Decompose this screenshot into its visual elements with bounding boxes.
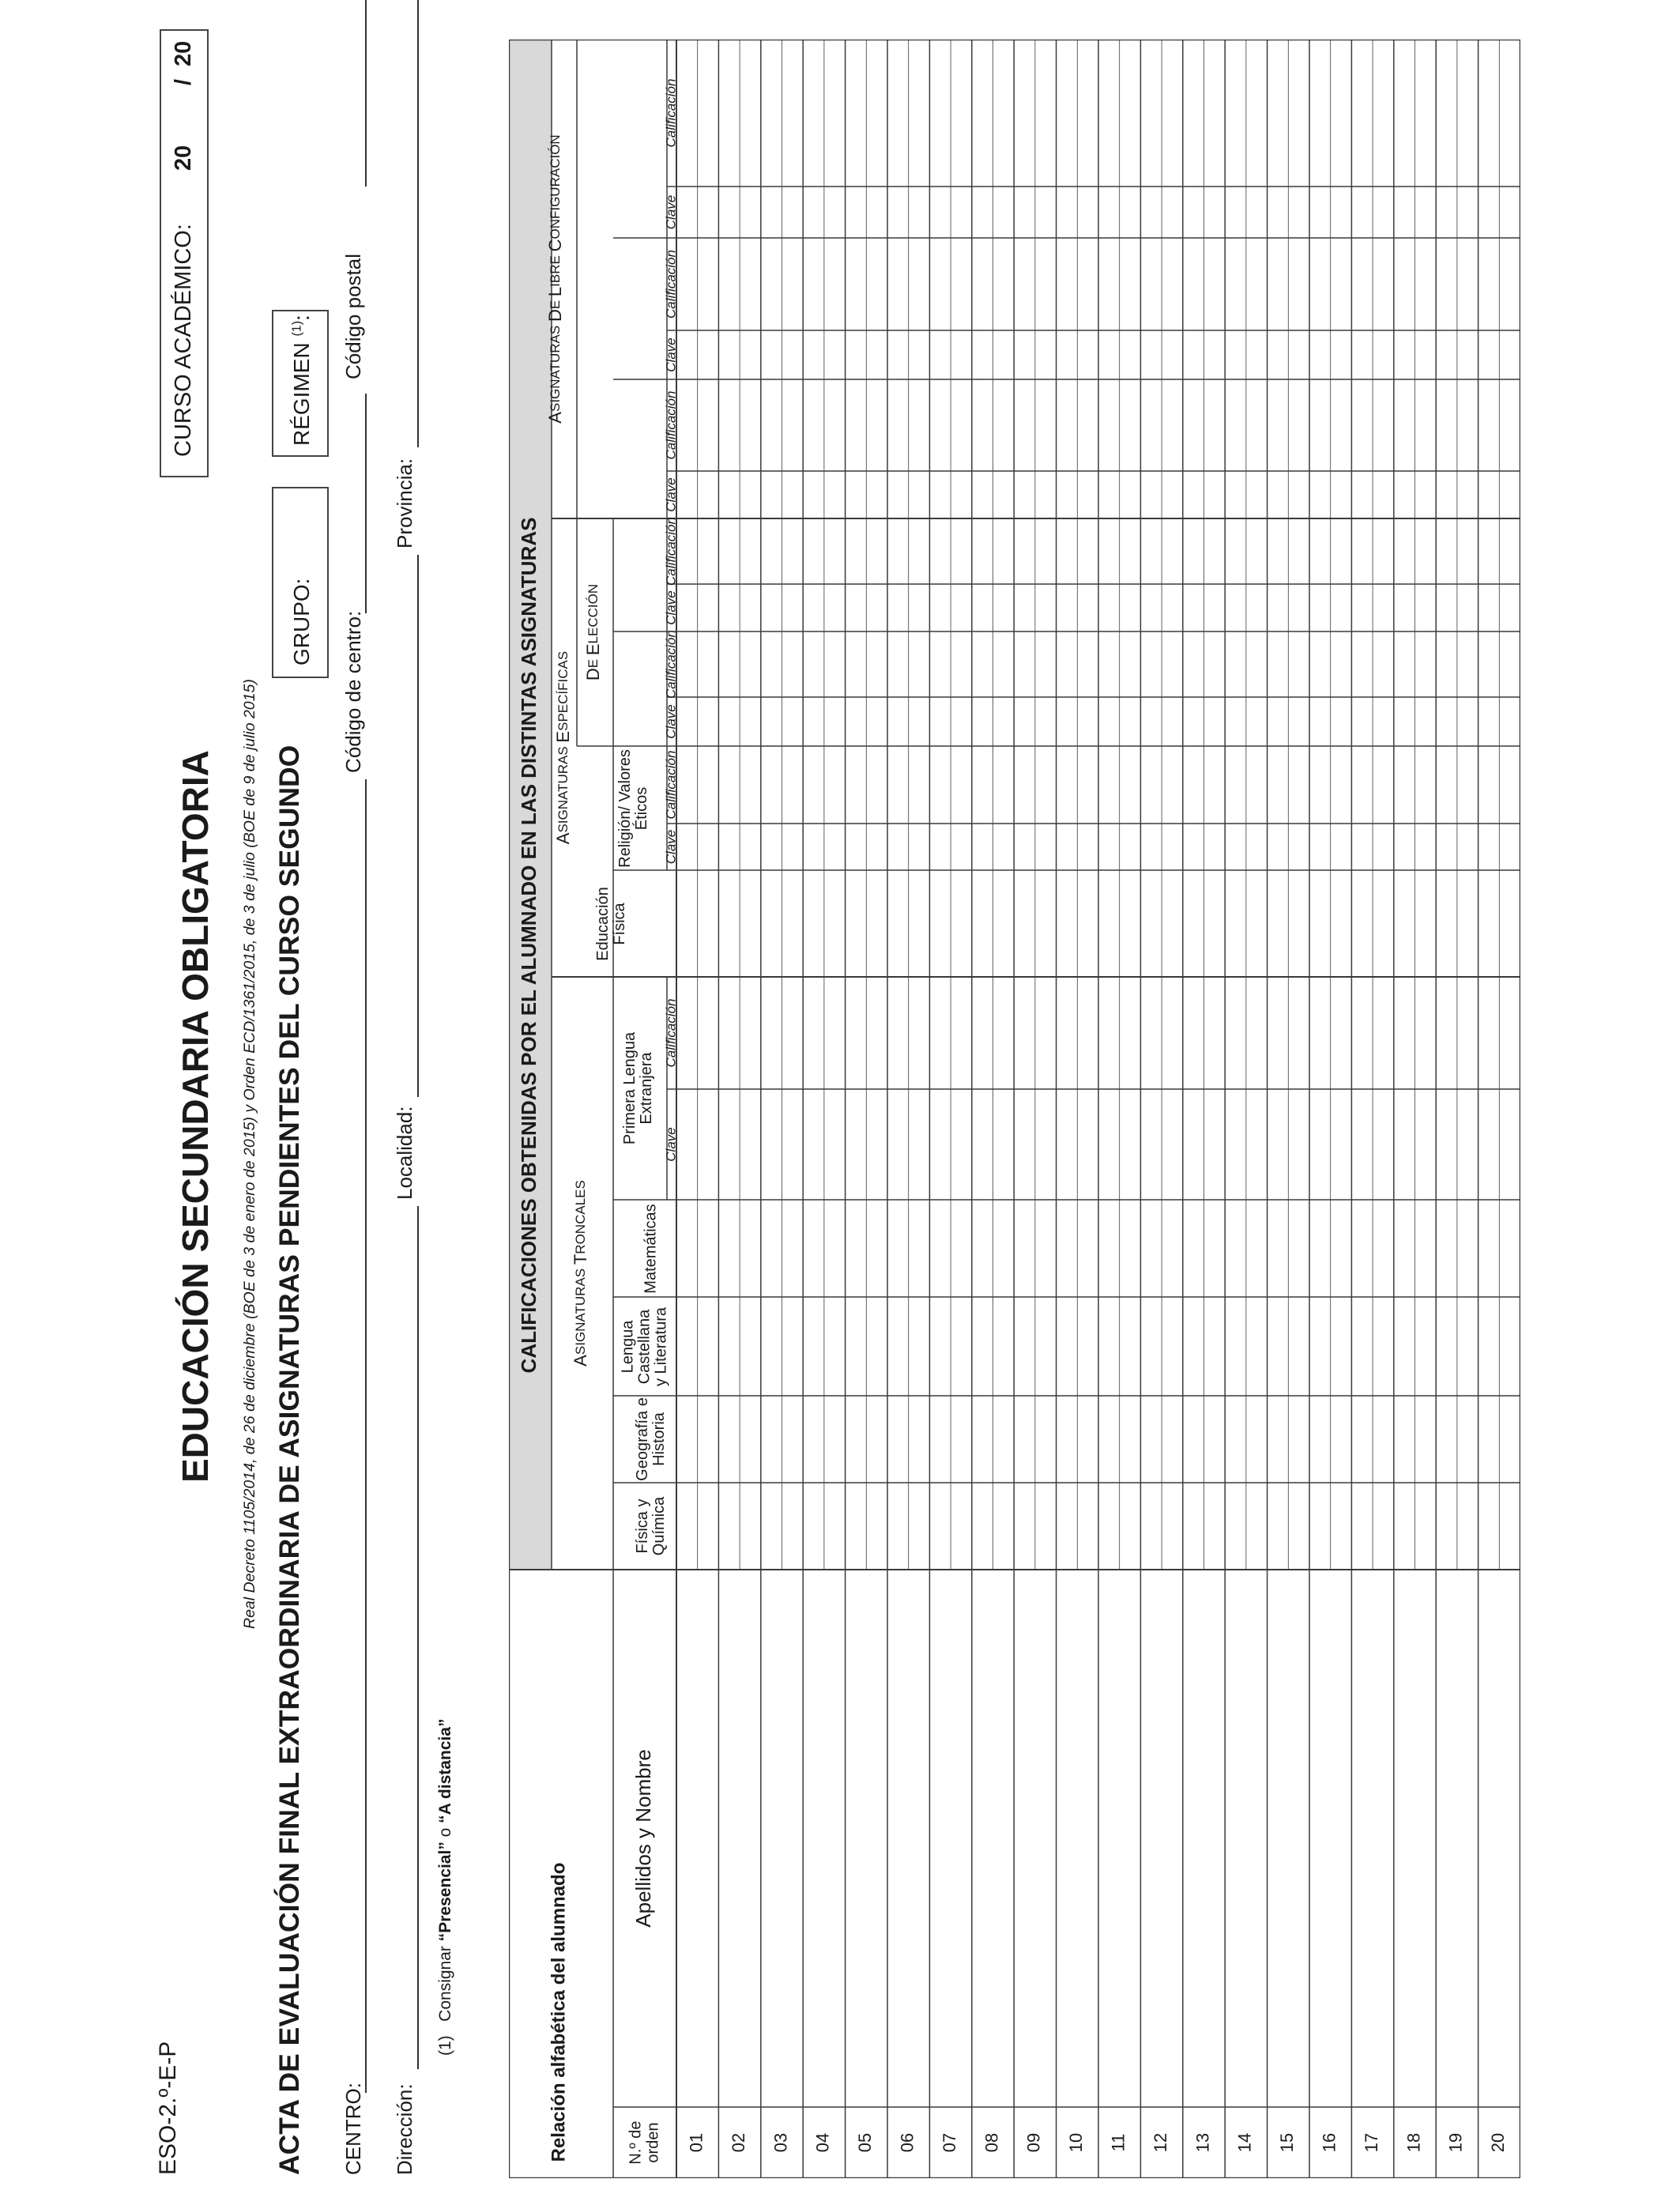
centro-field-line [365, 779, 367, 2093]
direccion-label: Dirección: [393, 2083, 416, 2175]
group-label: GRUPO: [289, 578, 314, 665]
subject-primera-lengua-line-0: Primera Lengua [620, 1031, 638, 1145]
eleccion-title: DE ELECCIÓN [582, 583, 603, 681]
row-number-11: 11 [1108, 2133, 1128, 2152]
academic-year-separator: / [171, 78, 196, 85]
provincia-label: Provincia: [393, 458, 416, 548]
row-number-12: 12 [1150, 2132, 1170, 2153]
legal-reference: Real Decreto 1105/2014, de 26 de diciembre (BOE de 3 de enero de 2015) y Orden ECD/1361/2015, de 3 de julio (BOE de 9 de julio 2015) [241, 679, 258, 1629]
group-box [272, 487, 329, 678]
subject-primera-lengua-line-1: Extranjera [637, 1052, 655, 1125]
subject-lengua-castellana-line-0: Lengua [619, 1320, 637, 1374]
row-number-17: 17 [1361, 2132, 1381, 2153]
provincia-field-line [417, 0, 419, 447]
name-header: Apellidos y Nombre [631, 1749, 655, 1928]
row-number-16: 16 [1319, 2132, 1339, 2153]
subject-educacion-fisica-line-1: Física [610, 903, 628, 945]
row-number-15: 15 [1277, 2132, 1298, 2153]
regime-box [272, 310, 329, 457]
row-number-03: 03 [770, 2132, 791, 2153]
document-title: ACTA DE EVALUACIÓN FINAL EXTRAORDINARIA DE ASIGNATURAS PENDIENTES DEL CURSO SEGUNDO [273, 745, 305, 2175]
academic-year-from: 20 [171, 145, 196, 171]
row-number-14: 14 [1234, 2132, 1255, 2153]
key-label-lc1: Clave [663, 477, 679, 512]
grade-label-lc3: Calificación [663, 78, 679, 148]
codigo-centro-label: Código de centro: [341, 610, 365, 773]
row-number-19: 19 [1445, 2132, 1466, 2153]
row-number-06: 06 [897, 2132, 917, 2153]
troncales-title: ASIGNATURAS TRONCALES [570, 1180, 590, 1367]
subject-fisica-quimica-line-1: Química [650, 1496, 668, 1556]
row-number-20: 20 [1488, 2132, 1509, 2153]
main-header-title: CALIFICACIONES OBTENIDAS POR EL ALUMNADO EN LAS DISTINTAS ASIGNATURAS [516, 517, 541, 1374]
row-number-09: 09 [1023, 2132, 1044, 2153]
grades-table [509, 40, 1520, 2178]
row-number-07: 07 [939, 2132, 959, 2153]
row-number-08: 08 [981, 2132, 1002, 2153]
especificas-title: ASIGNATURAS ESPECÍFICAS [552, 650, 573, 845]
subject-fisica-quimica-line-0: Física y [633, 1498, 651, 1554]
row-number-05: 05 [855, 2132, 876, 2153]
row-number-02: 02 [728, 2132, 748, 2153]
subject-matematicas-line-0: Matemáticas [642, 1204, 660, 1294]
direccion-field-line [417, 1206, 419, 2069]
subject-lengua-castellana-line-1: Castellana [635, 1309, 654, 1385]
grade-label-lc1: Calificación [663, 390, 679, 460]
footnote: (1) Consignar “Presencial” o “A distancia” [436, 1718, 454, 2056]
key-label-lc2: Clave [663, 337, 679, 372]
key-label-rve: Clave [663, 829, 679, 865]
codigo-postal-field-line [365, 0, 367, 187]
key-label-el2: Clave [663, 590, 679, 625]
grade-label-el1: Calificación [663, 630, 679, 699]
academic-year-label: CURSO ACADÉMICO: [171, 224, 196, 457]
centro-label: CENTRO: [341, 2083, 365, 2175]
row-number-18: 18 [1403, 2132, 1424, 2153]
key-label-ple: Clave [663, 1127, 679, 1162]
subject-geografia-historia-line-1: Historia [650, 1412, 668, 1466]
relation-header-title: Relación alfabética del alumnado [548, 1862, 570, 2162]
row-number-04: 04 [812, 2132, 833, 2153]
localidad-field-line [417, 555, 419, 1097]
subject-educacion-fisica-line-0: Educación [593, 887, 612, 961]
grade-label-el2: Calificación [663, 517, 679, 586]
subject-lengua-castellana-line-2: y Literatura [652, 1306, 670, 1387]
regime-label: RÉGIMEN $^{(1)}$: [289, 315, 314, 446]
localidad-label: Localidad: [393, 1106, 416, 1200]
subject-religion-valores-line-0: Religión/ Valores [616, 749, 634, 868]
row-number-10: 10 [1066, 2132, 1087, 2153]
order-header-line-0: N.º de [627, 2120, 645, 2165]
academic-year-box [160, 29, 209, 477]
grade-label-lc2: Calificación [663, 250, 679, 319]
subject-religion-valores-line-1: Éticos [632, 786, 650, 831]
row-number-13: 13 [1192, 2132, 1213, 2153]
academic-year-to: 20 [171, 40, 196, 66]
key-label-el1: Clave [663, 704, 679, 739]
codigo-centro-field-line [365, 394, 367, 613]
key-label-lc3: Clave [663, 194, 679, 230]
libre-title: ASIGNATURAS DE LIBRE CONFIGURACIÓN [544, 134, 565, 424]
order-header-line-1: orden [644, 2122, 662, 2163]
subject-geografia-historia-line-0: Geografía e [633, 1397, 651, 1481]
codigo-postal-label: Código postal [341, 254, 365, 379]
grade-label-rve: Calificación [663, 750, 679, 820]
grade-label-ple: Calificación [663, 998, 679, 1068]
row-number-01: 01 [686, 2132, 706, 2153]
form-code: ESO-2.º-E-P [155, 2041, 181, 2175]
page-title: EDUCACIÓN SECUNDARIA OBLIGATORIA [175, 750, 216, 1483]
